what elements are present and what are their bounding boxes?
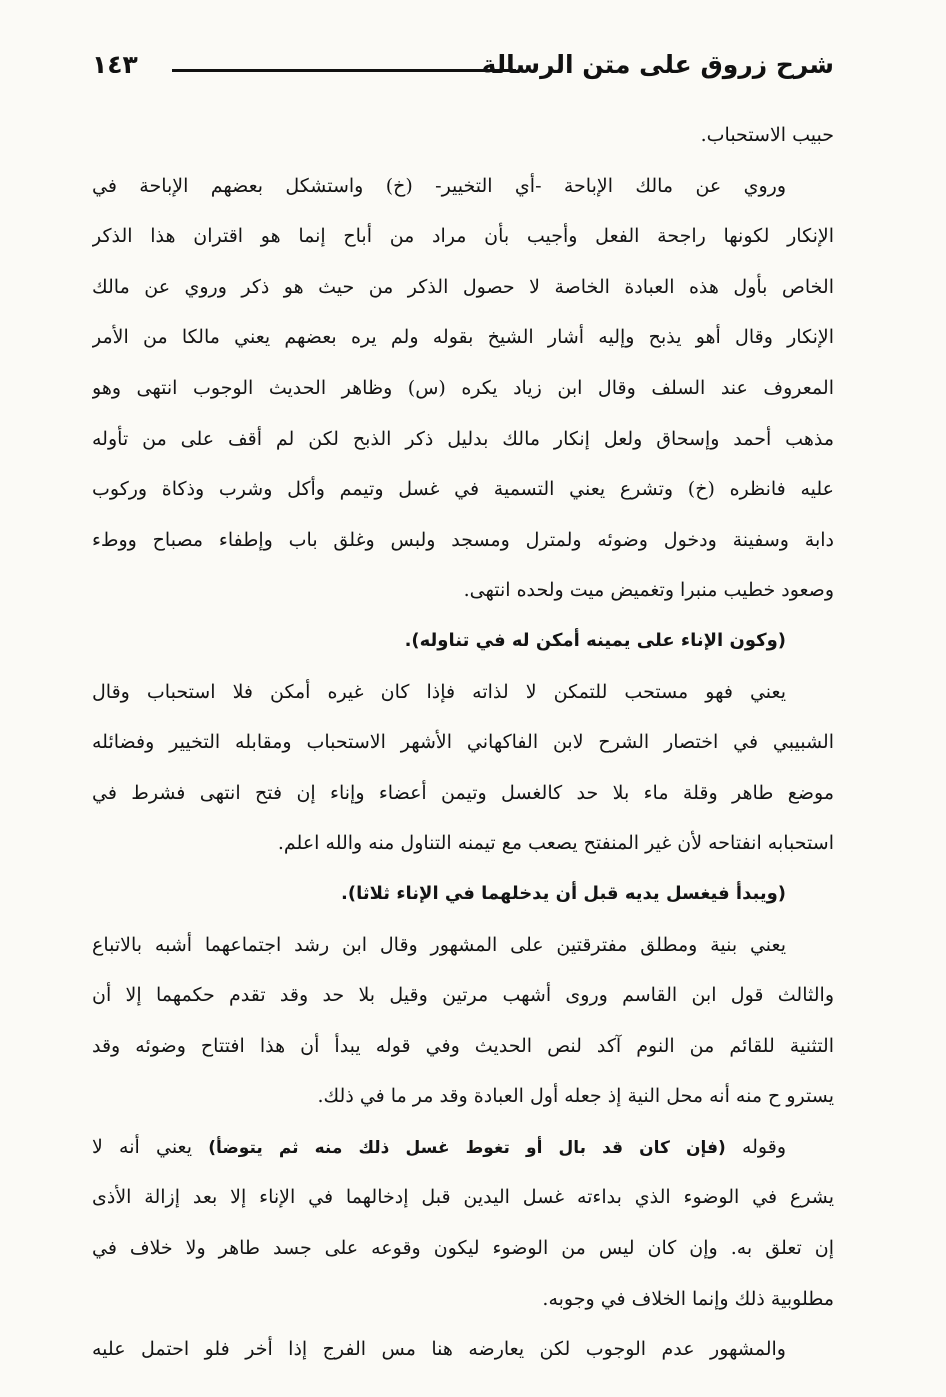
text-line: وصعود خطيب منبرا وتغميض ميت ولحده انتهى. xyxy=(463,579,834,602)
text-line: موضع طاهر وقلة ماء بلا حد كالغسل وتيمن أعضاء وإناء إن فتح انتهى فشرط في xyxy=(92,781,834,804)
text-line: الشبيبي في اختصار الشرح لابن الفاكهاني الأشهر الاستحباب ومقابله التخيير وفضائله xyxy=(92,731,834,754)
text-line: والمشهور عدم الوجوب لكن يعارضه هنا مس الفرج إذا أخر فلو احتمل عليه xyxy=(92,1338,786,1361)
text-line: الإنكار لكونها راجحة الفعل وأجيب بأن مراد من أباح إنما هو اقتران هذا الذكر xyxy=(92,225,834,248)
text-line xyxy=(92,1122,834,1173)
text-line: يسترو ح منه أنه محل النية إذ جعله أول العبادة وقد مر ما في ذلك. xyxy=(317,1085,834,1108)
text-line: يعني بنية ومطلق مفترقتين على المشهور وقال ابن رشد اجتماعهما أشبه بالاتباع xyxy=(92,933,786,956)
text-line: عليه فانظره (خ) وتشرع يعني التسمية في غسل وتيمم وأكل وشرب وذكاة وركوب xyxy=(92,478,834,501)
body-text xyxy=(92,110,834,1375)
text-line: استحبابه انفتاحه لأن غير المنفتح يصعب مع تيمنه التناول منه والله اعلم. xyxy=(277,832,834,855)
text-line: الخاص بأول هذه العبادة الخاصة لا حصول الذكر من حيث هو ذكر وروي عن مالك xyxy=(92,275,834,298)
text-line: والثالث قول ابن القاسم وروى أشهب مرتين وقيل بلا حد وقد تقدم حكمهما إلا أن xyxy=(92,984,834,1007)
text-line: الإنكار وقال أهو يذبح وإليه أشار الشيخ بقوله ولم يره بعضهم يعني مالكا من الأمر xyxy=(92,326,834,349)
text-line: إن تعلق به. وإن كان ليس من الوضوء ليكون وقوعه على جسد طاهر ولا خلاف في xyxy=(92,1237,834,1260)
text-line: يعني فهو مستحب للتمكن لا لذاته فإذا كان غيره أمكن فلا استحباب وقال xyxy=(92,680,786,703)
page-number: ١٤٣ xyxy=(92,50,138,79)
text-line: دابة وسفينة ودخول وضوئه ولمترل ومسجد ولبس وغلق باب وإطفاء مصباح ووطء xyxy=(92,528,834,551)
text-line: مذهب أحمد وإسحاق ولعل إنكار مالك بدليل ذكر الذبح لكن لم أقف على من تأوله xyxy=(92,427,834,450)
text-line: يشرع في الوضوء الذي بداءته غسل اليدين قبل إدخالهما في الإناء إلا بعد إزالة الأذى xyxy=(92,1186,834,1209)
text-line: التثنية للقائم من النوم آكد لنص الحديث وفي قوله يبدأ أن هذا افتتاح وضوئه وقد xyxy=(92,1034,834,1057)
running-header xyxy=(92,46,834,90)
text-segment: يعني أنه لا xyxy=(92,1135,209,1158)
text-line: وروي عن مالك الإباحة -أي التخيير- (خ) واستشكل بعضهم الإباحة في xyxy=(92,174,786,197)
matn-quote-inline: (فإن كان قد بال أو تغوط غسل ذلك منه ثم يتوضأ) xyxy=(208,1137,726,1158)
header-rule xyxy=(172,69,516,72)
matn-quote: (ويبدأ فيغسل يديه قبل أن يدخلهما في الإناء ثلاثا). xyxy=(341,882,786,904)
text-line: مطلوبية ذلك وإنما الخلاف في وجوبه. xyxy=(542,1287,834,1310)
text-segment: وقوله xyxy=(725,1135,786,1158)
book-title: شرح زروق على متن الرسالة xyxy=(481,50,834,79)
text-line: حبيب الاستحباب. xyxy=(700,124,834,146)
text-line: المعروف عند السلف وقال ابن زياد يكره (س) وظاهر الحديث الوجوب انتهى وهو xyxy=(92,376,834,399)
matn-quote: (وكون الإناء على يمينه أمكن له في تناوله). xyxy=(404,629,786,651)
